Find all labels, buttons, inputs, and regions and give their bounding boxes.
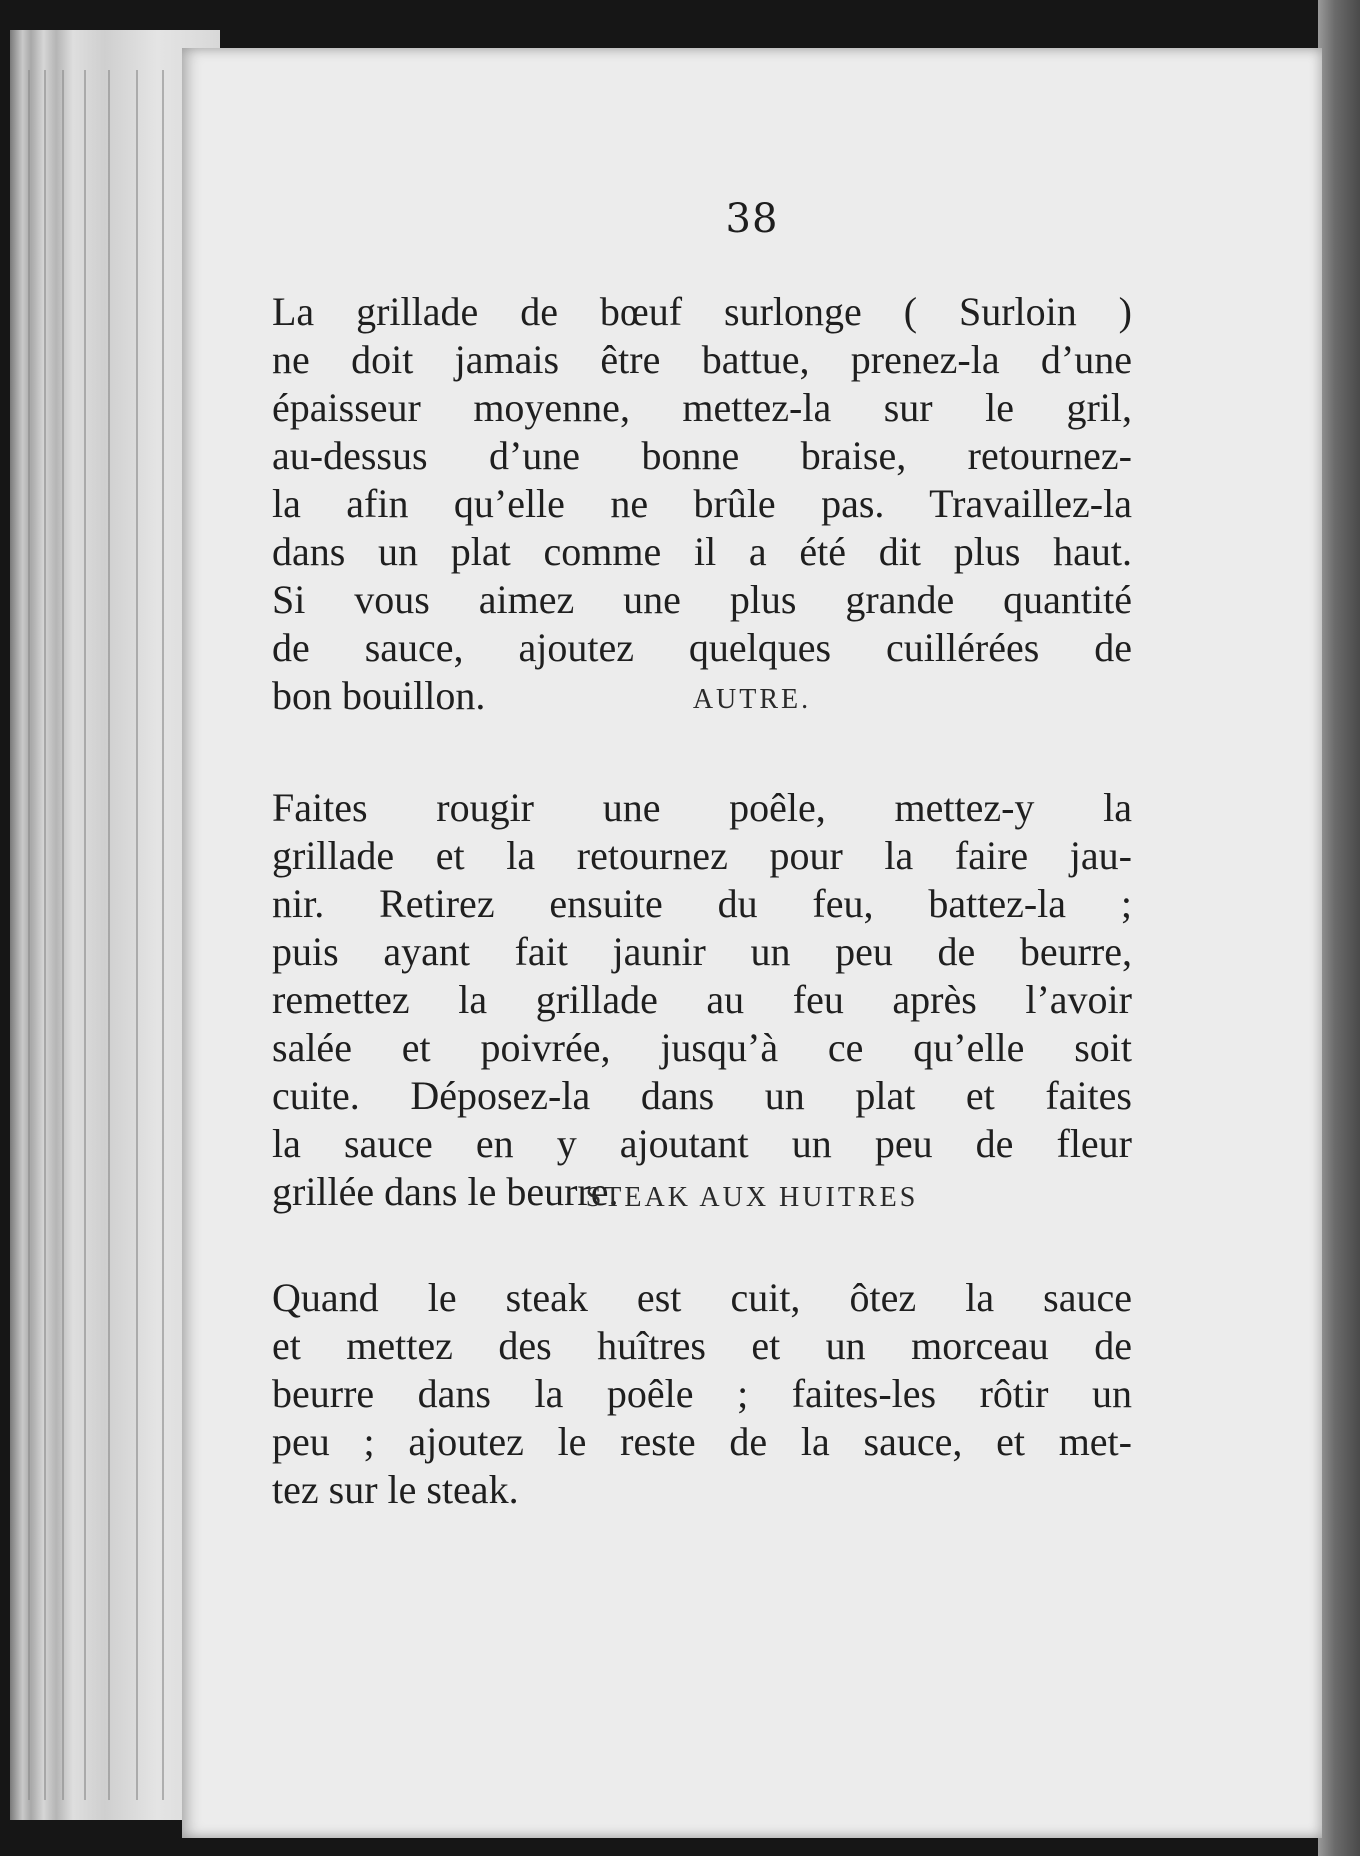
section-heading-steak: STEAK AUX HUITRES	[585, 1182, 919, 1213]
text-line: remettez la grillade au feu après l’avoir	[272, 977, 1132, 1022]
text-line: puis ayant fait jaunir un peu de beurre,	[272, 929, 1132, 974]
text-line: au-dessus d’une bonne braise, retournez-	[272, 433, 1132, 478]
page-edge-line	[62, 70, 64, 1800]
page-edge-line	[108, 70, 110, 1800]
paragraph-autre	[272, 784, 1132, 1216]
page-edge-line	[162, 70, 164, 1800]
text-line: la sauce en y ajoutant un peu de fleur	[272, 1121, 1132, 1166]
text-line: et mettez des huîtres et un morceau de	[272, 1323, 1132, 1368]
text-line: peu ; ajoutez le reste de la sauce, et met-	[272, 1419, 1132, 1464]
text-line: cuite. Déposez-la dans un plat et faites	[272, 1073, 1132, 1118]
page-edge-line	[44, 70, 46, 1800]
text-line: La grillade de bœuf surlonge ( Surloin )	[272, 289, 1132, 334]
text-line: la afin qu’elle ne brûle pas. Travaillez-la	[272, 481, 1132, 526]
paragraph-grillade	[272, 288, 1132, 720]
text-line: dans un plat comme il a été dit plus haut.	[272, 529, 1132, 574]
text-line: de sauce, ajoutez quelques cuillérées de	[272, 625, 1132, 670]
page-number: 38	[725, 196, 779, 242]
binding-edge	[1318, 0, 1360, 1856]
page-edge-line	[28, 70, 30, 1800]
text-line: grillade et la retournez pour la faire jau-	[272, 833, 1132, 878]
page-edge-line	[84, 70, 86, 1800]
text-line: grillée dans le beurre.	[272, 1169, 619, 1214]
text-line: tez sur le steak.	[272, 1467, 519, 1512]
text-line: Faites rougir une poêle, mettez-y la	[272, 785, 1132, 830]
text-line: ne doit jamais être battue, prenez-la d’une	[272, 337, 1132, 382]
page-edge-line	[136, 70, 138, 1800]
text-line: Si vous aimez une plus grande quantité	[272, 577, 1132, 622]
text-line: épaisseur moyenne, mettez-la sur le gril,	[272, 385, 1132, 430]
text-line: beurre dans la poêle ; faites-les rôtir un	[272, 1371, 1132, 1416]
text-line: bon bouillon.	[272, 673, 486, 718]
book-page	[182, 48, 1322, 1838]
text-line: Quand le steak est cuit, ôtez la sauce	[272, 1275, 1132, 1320]
text-line: nir. Retirez ensuite du feu, battez-la ;	[272, 881, 1132, 926]
section-heading-autre: AUTRE.	[692, 684, 812, 715]
paragraph-steak	[272, 1274, 1132, 1514]
text-line: salée et poivrée, jusqu’à ce qu’elle soit	[272, 1025, 1132, 1070]
